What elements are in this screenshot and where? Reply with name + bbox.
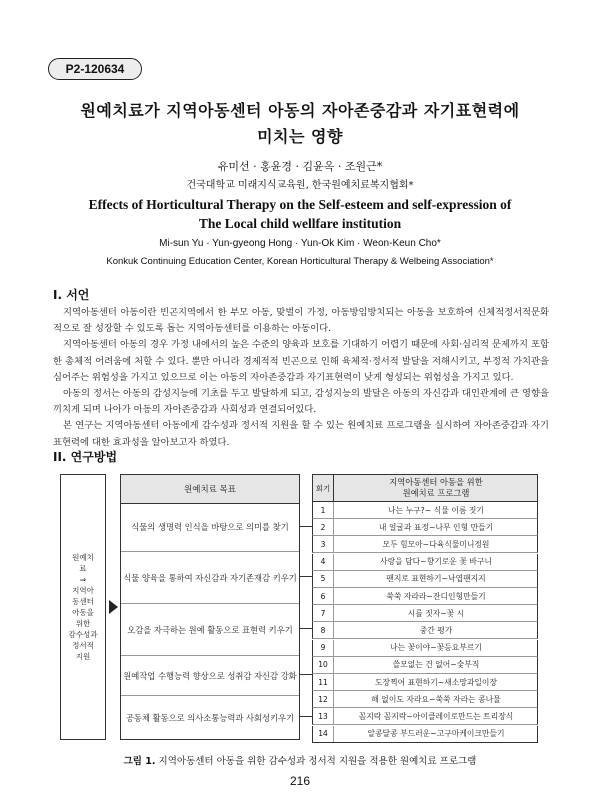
section1-paragraph: 아동의 정서는 아동의 감성지능에 기초를 두고 발달하게 되고, 감성지능의 발달은 아동의 자신감과 대인관계에 큰 영향을 끼치게 되며 나아가 아동의 자아존중감과 사회성과 연결되어있다. bbox=[53, 388, 549, 416]
program-header-line2: 원예치료 프로그램 bbox=[402, 488, 470, 498]
session-row bbox=[312, 554, 538, 571]
session-number: 10 bbox=[313, 657, 334, 673]
session-number: 3 bbox=[313, 536, 334, 552]
session-row bbox=[312, 502, 538, 519]
session-number: 5 bbox=[313, 571, 334, 587]
korean-title-line2: 미치는 영향 bbox=[257, 127, 343, 146]
figure-caption bbox=[0, 753, 600, 767]
paper-code-badge: P2-120634 bbox=[48, 58, 142, 80]
session-row bbox=[312, 726, 538, 743]
session-title: 팬지로 표현하기~낙엽팬지지 bbox=[386, 574, 486, 584]
connector-line bbox=[300, 576, 312, 577]
english-authors: Mi-sun Yu · Yun-gyeong Hong · Yun-Ok Kim · Weon-Keun Cho* bbox=[159, 238, 441, 249]
session-row bbox=[312, 622, 538, 639]
program-table bbox=[312, 474, 538, 740]
session-title: 사랑을 담다~향기로운 꽃 바구니 bbox=[380, 557, 492, 567]
session-title: 알콩달콩 부드러운~고구마케이크만들기 bbox=[367, 729, 505, 739]
session-number: 4 bbox=[313, 554, 334, 570]
program-column-header bbox=[334, 475, 538, 501]
session-row bbox=[312, 691, 538, 708]
session-row bbox=[312, 657, 538, 674]
goal-item: 식물의 생명력 인식을 바탕으로 의미를 찾기 bbox=[131, 522, 289, 532]
connector-line bbox=[300, 526, 312, 527]
session-title: 해 없이도 자라요~쑥쑥 자라는 콩나물 bbox=[371, 694, 501, 704]
arrow-right-icon bbox=[109, 600, 118, 614]
section1-heading: I. 서언 bbox=[53, 288, 90, 302]
program-table-header bbox=[312, 474, 538, 502]
section1-paragraph: 지역아동센터 아동이란 빈곤지역에서 한 부모 아동, 맞벌이 가정, 아동방임방치되는 아동을 보호하여 신체적정서적문화적으로 잘 성장할 수 있도록 돕는 지역아동센터를 이용하는 아동이다. bbox=[53, 307, 549, 335]
section2-heading: II. 연구방법 bbox=[53, 450, 118, 464]
korean-authors: 유미선 · 홍윤경 · 김윤옥 · 조원근* bbox=[217, 160, 383, 173]
session-row bbox=[312, 640, 538, 657]
diagram-left-label: 원예치 료 ⇒ 지역아 동센터 아동을 위한 감수성과 정서적 지원 bbox=[68, 553, 98, 661]
session-number: 14 bbox=[313, 726, 334, 742]
connector-line bbox=[300, 628, 312, 629]
goal-item: 원예작업 수행능력 향상으로 성취감 자신감 강화 bbox=[121, 655, 299, 696]
session-number: 9 bbox=[313, 640, 334, 656]
english-title-line2: The Local child wellfare institution bbox=[198, 216, 402, 231]
session-row bbox=[312, 571, 538, 588]
connector-line bbox=[300, 716, 312, 717]
session-number: 11 bbox=[313, 674, 334, 690]
program-header-line1: 지역아동센터 아동을 위한 bbox=[389, 477, 483, 487]
session-title: 꼼지락 꼼지락~아이클레이로만드는 트리장식 bbox=[358, 711, 514, 721]
page-number: 216 bbox=[289, 774, 311, 788]
session-title: 도장찍어 표현하기~새소망과일이장 bbox=[375, 677, 497, 687]
session-column-header: 회기 bbox=[313, 475, 334, 501]
session-row bbox=[312, 674, 538, 691]
section1-paragraph: 본 연구는 지역아동센터 아동에게 감수성과 정서적 지원을 할 수 있는 원예치료 프로그램을 실시하여 자아존중감과 자기 표현력에 대한 효과성을 알아보고자 하였다. bbox=[53, 420, 549, 448]
goal-item: 식물 양육을 통하여 자신감과 자기존재감 키우기 bbox=[121, 551, 299, 604]
figure-caption-text: 지역아동센터 아동을 위한 감수성과 정서적 지원을 적용한 원예치료 프로그램 bbox=[155, 756, 477, 767]
session-title: 중간 평가 bbox=[419, 625, 453, 635]
goal-item: 공동체 활동으로 의사소통능력과 사회성키우기 bbox=[121, 695, 299, 740]
session-number: 12 bbox=[313, 691, 334, 707]
session-number: 1 bbox=[313, 502, 334, 518]
session-title: 쑥쑥 자라라~잔디인형만들기 bbox=[386, 591, 486, 601]
session-row bbox=[312, 605, 538, 622]
english-title-line1: Effects of Horticultural Therapy on the Self-esteem and self-expression of bbox=[88, 197, 512, 212]
connector-line bbox=[300, 674, 312, 675]
session-title: 모두 힘모아~다육식물미니정원 bbox=[382, 539, 490, 549]
session-row bbox=[312, 519, 538, 536]
section1-body bbox=[53, 305, 549, 451]
diagram-left-box bbox=[60, 474, 106, 740]
session-title: 쓸모없는 건 없어~숯부직 bbox=[392, 660, 480, 670]
session-title: 나는 꽃이야~꽃등요부르기 bbox=[390, 643, 482, 653]
section1-paragraph: 지역아동센터 아동의 경우 가정 내에서의 높은 수준의 양육과 보호를 기대하기 어렵기 때문에 사회·심리적 문제까지 포함한 총체적 어려움에 처할 수 있다. 뿐만 아니라 경제적적 빈곤으로 인해 육체적·정서적 발달을 저해시키고, 부정적 가치관을 심어주는 위험성을 가지고 있으므로 이는 아동의 자아존중감과 자기표현력이 낮게 형성되는 위험성을 가지고 있다. bbox=[53, 339, 549, 383]
session-number: 13 bbox=[313, 708, 334, 724]
session-number: 8 bbox=[313, 622, 334, 638]
session-row bbox=[312, 588, 538, 605]
figure-label: 그림 1. bbox=[123, 756, 156, 767]
goal-table bbox=[120, 474, 300, 740]
goal-item: 오감을 자극하는 원예 활동으로 표현력 키우기 bbox=[121, 603, 299, 656]
session-row bbox=[312, 536, 538, 553]
session-number: 7 bbox=[313, 605, 334, 621]
session-title: 내 얼굴과 표정~나무 인형 만들기 bbox=[378, 522, 494, 532]
session-title: 시를 짓자~꽃 시 bbox=[407, 608, 465, 618]
session-number: 6 bbox=[313, 588, 334, 604]
goal-table-header: 원예치료 목표 bbox=[121, 475, 299, 504]
korean-affiliation: 건국대학교 미래지식교육원, 한국원예치료복지협회* bbox=[186, 180, 414, 191]
korean-title-line1: 원예치료가 지역아동센터 아동의 자아존중감과 자기표현력에 bbox=[80, 101, 520, 120]
session-title: 나는 누구?~ 식물 이름 짓기 bbox=[388, 505, 484, 515]
session-number: 2 bbox=[313, 519, 334, 535]
english-affiliation: Konkuk Continuing Education Center, Korean Horticultural Therapy & Welbeing Association* bbox=[106, 256, 494, 267]
program-diagram bbox=[60, 470, 538, 742]
session-row bbox=[312, 708, 538, 725]
